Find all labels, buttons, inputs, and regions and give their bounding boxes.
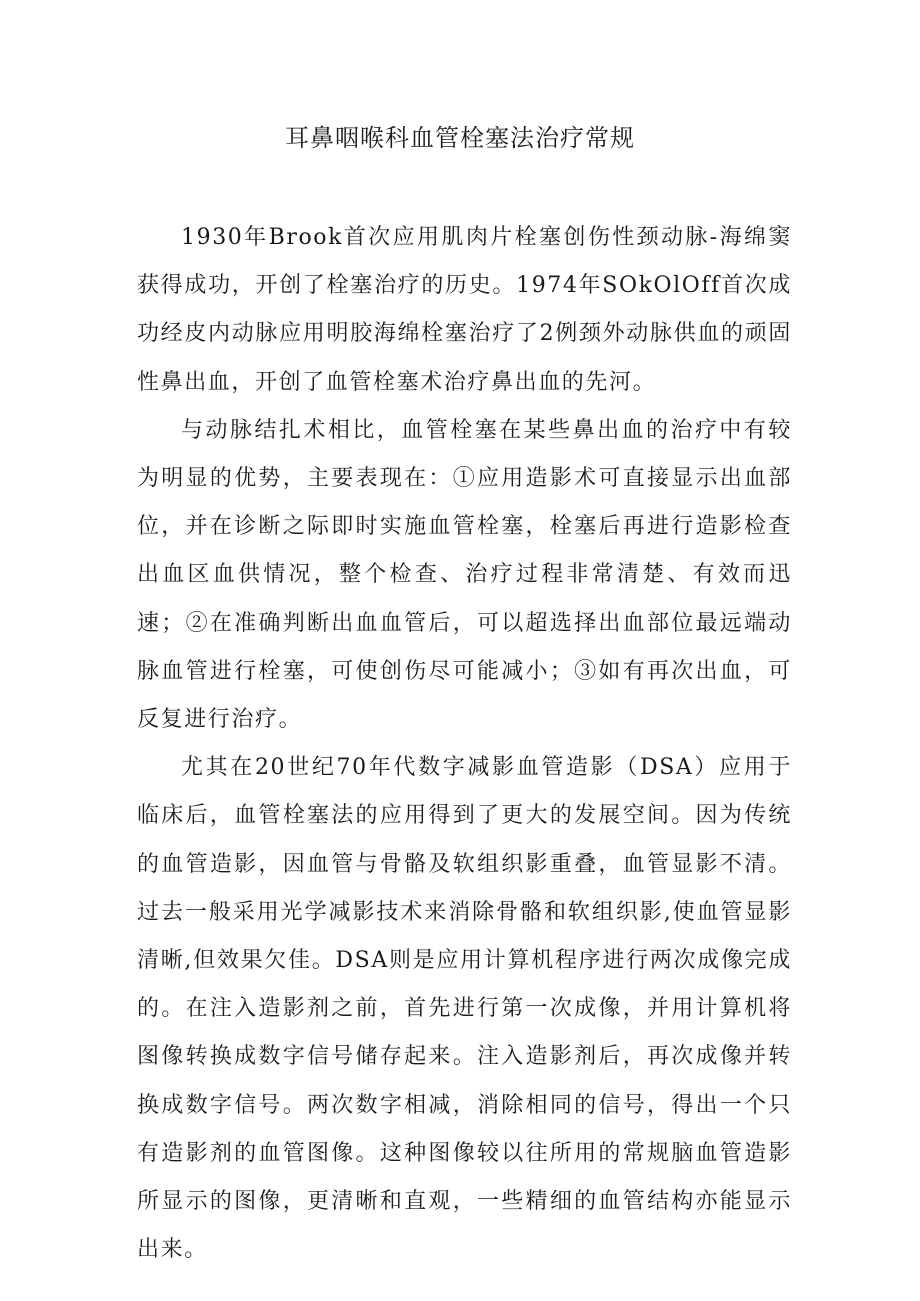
document-body <box>137 214 792 1274</box>
paragraph-dsa: 尤其在20世纪70年代数字减影血管造影（DSA）应用于临床后，血管栓塞法的应用得到了更大的发展空间。因为传统的血管造影，因血管与骨骼及软组织影重叠，血管显影不清。过去一般采用光学减影技术来消除骨骼和软组织影,使血管显影清晰,但效果欠佳。DSA则是应用计算机程序进行两次成像完成的。在注入造影剂之前，首先进行第一次成像，并用计算机将图像转换成数字信号储存起来。注入造影剂后，再次成像并转换成数字信号。两次数字相减，消除相同的信号，得出一个只有造影剂的血管图像。这种图像较以往所用的常规脑血管造影所显示的图像，更清晰和直观，一些精细的血管结构亦能显示出来。 <box>137 755 792 1263</box>
paragraph-history: 1930年Brook首次应用肌肉片栓塞创伤性颈动脉-海绵窦获得成功，开创了栓塞治疗的历史。1974年SOkOlOff首次成功经皮内动脉应用明胶海绵栓塞治疗了2例颈外动脉供血的顽固性鼻出血，开创了血管栓塞术治疗鼻出血的先河。 <box>137 225 792 395</box>
paragraph-advantages: 与动脉结扎术相比，血管栓塞在某些鼻出血的治疗中有较为明显的优势，主要表现在：①应用造影术可直接显示出血部位，并在诊断之际即时实施血管栓塞，栓塞后再进行造影检查出血区血供情况，整个检查、治疗过程非常清楚、有效而迅速；②在准确判断出血血管后，可以超选择出血部位最远端动脉血管进行栓塞，可使创伤尽可能减小；③如有再次出血，可反复进行治疗。 <box>137 417 792 733</box>
page-title: 耳鼻咽喉科血管栓塞法治疗常规 <box>285 124 635 152</box>
